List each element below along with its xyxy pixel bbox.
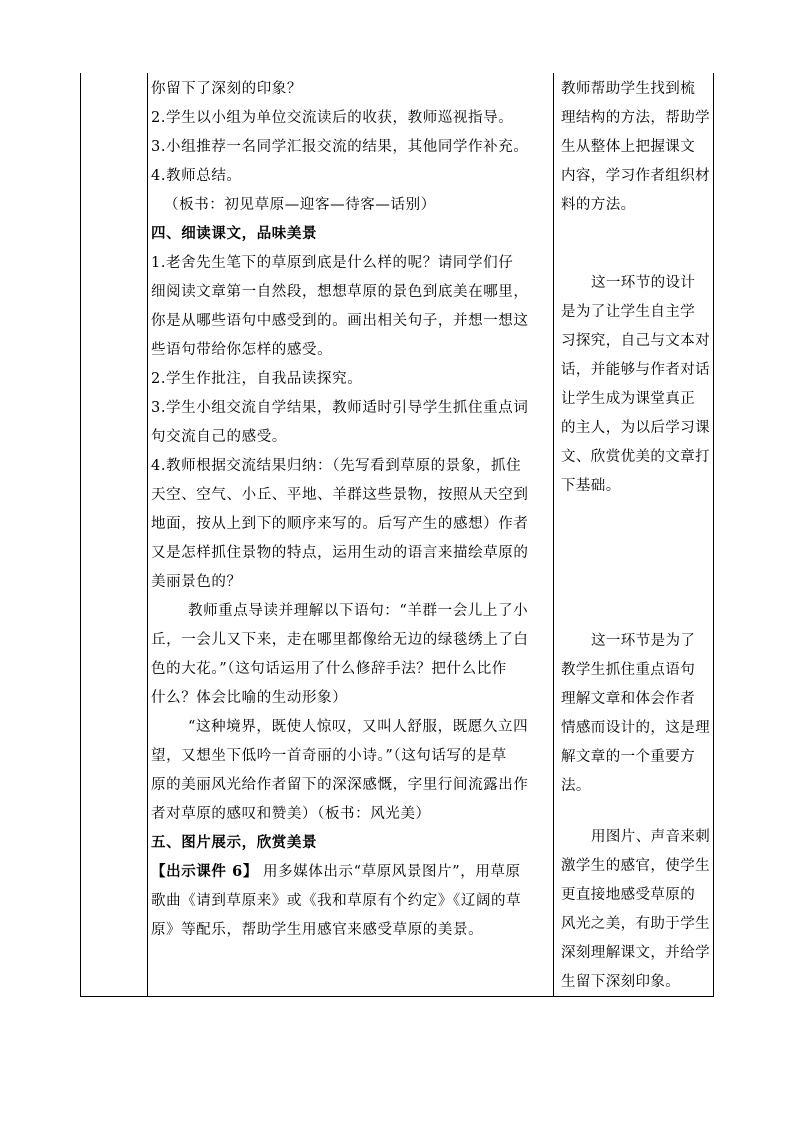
main-line: 4.教师根据交流结果归纳：（先写看到草原的景象，抓住 <box>151 458 522 474</box>
note-line: 教学生抓住重点语句 <box>561 662 696 678</box>
main-line: 2.学生作批注，自我品读探究。 <box>151 371 363 387</box>
courseware-label: 【出示课件 6】 <box>151 863 258 880</box>
main-line: 用多媒体出示“草原风景图片”，用草原 <box>263 864 521 880</box>
main-line: “这种境界，既使人惊叹，又叫人舒服，既愿久立四 <box>188 719 529 735</box>
note-line: 这一环节的设计 <box>591 275 696 291</box>
note-line: 生留下深刻印象。 <box>561 974 681 990</box>
note-line: 生从整体上把握课文 <box>561 139 696 155</box>
main-line: 地面，按从上到下的顺序来写的。后写产生的感想）作者 <box>151 516 529 532</box>
design-intent-column <box>554 73 713 996</box>
note-line: 让学生成为课堂真正 <box>561 391 696 407</box>
note-line: 教师帮助学生找到梳 <box>561 81 696 97</box>
main-line: 教师重点导读并理解以下语句：“羊群一会儿上了小 <box>188 603 529 619</box>
main-line: 原》等配乐，帮助学生用感官来感受草原的美景。 <box>151 922 484 938</box>
main-line: 些语句带给你怎样的感受。 <box>151 342 333 358</box>
note-line: 风光之美，有助于学生 <box>561 916 710 932</box>
main-line: 句交流自己的感受。 <box>151 429 287 445</box>
note-line: 用图片、声音来刺 <box>591 829 711 845</box>
note-line: 解文章的一个重要方 <box>561 749 696 765</box>
note-line: 文、欣赏优美的文章打 <box>561 449 710 465</box>
main-line: 2.学生以小组为单位交流读后的收获，教师巡视指导。 <box>151 110 514 126</box>
note-line: 料的方法。 <box>561 197 636 213</box>
main-line: 色的大花。”（这句话运用了什么修辞手法？把什么比作 <box>151 661 507 677</box>
note-line: 是为了让学生自主学 <box>561 304 696 320</box>
main-line: 歌曲《请到草原来》或《我和草原有个约定》《辽阔的草 <box>151 893 522 909</box>
main-line: 者对草原的感叹和赞美）（板书：风光美） <box>151 806 431 822</box>
section-heading-5: 五、图片展示，欣赏美景 <box>151 834 318 851</box>
teaching-process-column <box>148 73 553 996</box>
main-line: 美丽景色的？ <box>151 574 242 590</box>
main-line: 细阅读文章第一自然段，想想草原的景色到底美在哪里， <box>151 284 529 300</box>
note-line: 深刻理解课文，并给学 <box>561 945 710 961</box>
main-line: 望，又想坐下低吟一首奇丽的小诗。”（这句话写的是草 <box>151 748 507 764</box>
note-line: 话，并能够与作者对话 <box>561 362 710 378</box>
main-line: 原的美丽风光给作者留下的深深感慨，字里行间流露出作 <box>151 777 529 793</box>
board-note: （板书：初见草原—迎客—待客—话别） <box>164 197 436 213</box>
note-line: 理结构的方法，帮助学 <box>561 110 710 126</box>
main-line: 1.老舍先生笔下的草原到底是什么样的呢？请同学们仔 <box>151 255 514 271</box>
section-heading-4: 四、细读课文，品味美景 <box>151 225 318 242</box>
main-line: 3.小组推荐一名同学汇报交流的结果，其他同学作补充。 <box>151 139 529 155</box>
note-line: 法。 <box>561 778 591 794</box>
main-line: 天空、空气、小丘、平地、羊群这些景物，按照从天空到 <box>151 487 529 503</box>
note-line: 内容，学习作者组织材 <box>561 168 710 184</box>
note-line: 习探究，自己与文本对 <box>561 333 710 349</box>
main-line: 什么？体会比喻的生动形象） <box>151 690 348 706</box>
note-line: 激学生的感官，使学生 <box>561 858 710 874</box>
main-line: 你留下了深刻的印象？ <box>151 81 302 97</box>
main-line: 3.学生小组交流自学结果，教师适时引导学生抓住重点词 <box>151 400 529 416</box>
note-line: 下基础。 <box>561 478 621 494</box>
note-line: 这一环节是为了 <box>591 633 696 649</box>
main-line: 又是怎样抓住景物的特点，运用生动的语言来描绘草原的 <box>151 545 529 561</box>
main-line: 你是从哪些语句中感受到的。画出相关句子，并想一想这 <box>151 313 529 329</box>
lesson-table <box>80 73 714 997</box>
note-line: 的主人，为以后学习课 <box>561 420 710 436</box>
note-line: 更直接地感受草原的 <box>561 887 696 903</box>
note-line: 情感而设计的，这是理 <box>561 720 710 736</box>
main-line: 4.教师总结。 <box>151 168 242 184</box>
note-line: 理解文章和体会作者 <box>561 691 696 707</box>
main-line: 丘，一会儿又下来，走在哪里都像给无边的绿毯绣上了白 <box>151 632 529 648</box>
